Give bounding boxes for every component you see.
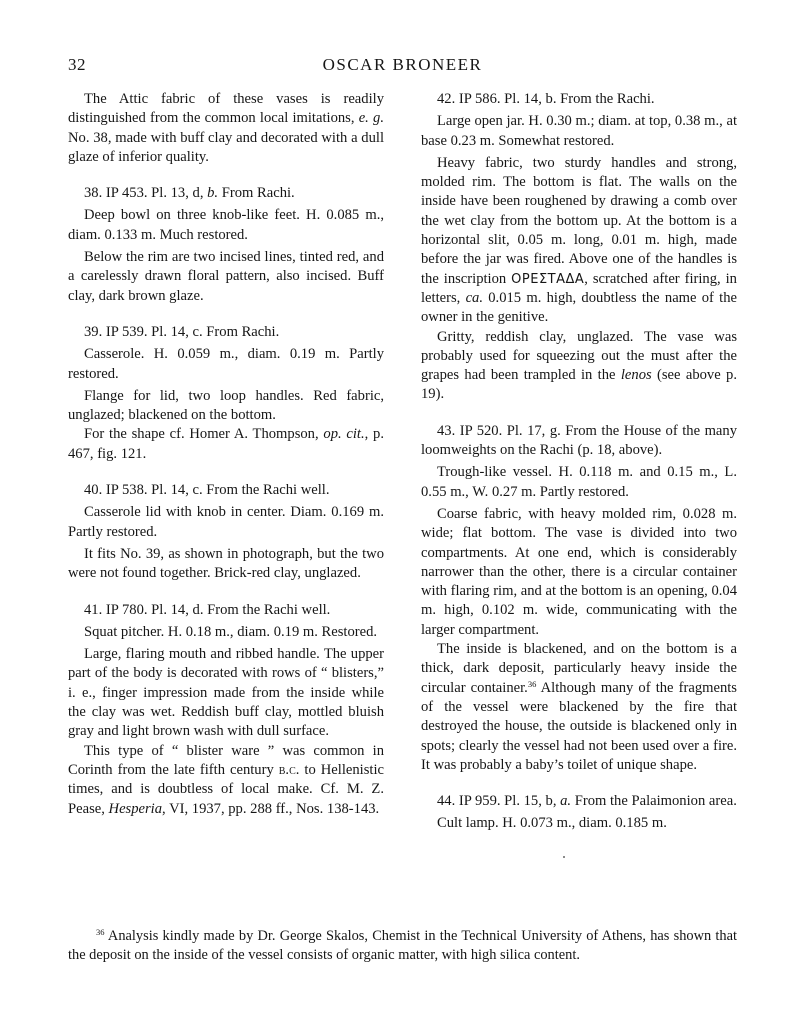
entry-42-use: Gritty, reddish clay, unglazed. The vase was probably used for squeezing out the must after the grapes had been trampled in the lenos (see above p. 19). [421,328,738,403]
entry-43-fabric: Coarse fabric, with heavy molded rim, 0.028 m. wide; flat bottom. The vase is divided into two compartments. At one end, which is considerably narrower than the other, there is a circular container with flaring rim, and at the bottom is an opening, 0.04 m. high, 0.102 m. wide, communicating with the larger compartment. [421,505,737,638]
entry-39-description: Casserole. H. 0.059 m., diam. 0.19 m. Partly restored. [68,346,384,382]
entry-39-heading: 39. IP 539. Pl. 14, c. From Rachi. [84,323,280,340]
entry-41-heading: 41. IP 780. Pl. 14, d. From the Rachi well. [84,601,331,618]
entry-40-heading: 40. IP 538. Pl. 14, c. From the Rachi well. [84,482,330,499]
entry-42-description: Large open jar. H. 0.30 m.; diam. at top, 0.38 m., at base 0.23 m. Somewhat restored. [421,113,737,149]
entry-39-reference: For the shape cf. Homer A. Thompson, op. cit., p. 467, fig. 121. [68,426,384,462]
intro-paragraph: The Attic fabric of these vases is readily distinguished from the common local imitations, e. g. No. 38, made with buff clay and decorated with a dull glaze of inferior quality. [68,91,384,165]
entry-43-heading: 43. IP 520. Pl. 17, g. From the House of the many loomweights on the Rachi (p. 18, above). [421,422,737,459]
entry-42-fabric: Heavy fabric, two sturdy handles and strong, molded rim. The bottom is flat. The walls on the inside have been roughened by drawing a comb over the wet clay from the bottom up. At the bottom is a horizontal slit, 0.05 m. long, 0.01 m. high, made before the jar was fired. Above one of the handles is the inscription ΟΡΕΣΤΑΔΑ, scratched after firing, in letters, ca. 0.015 m. high, doubtless the name of the owner in the genitive. [421,154,737,326]
footnote-number: 36 [96,927,105,938]
footnote-36: $^{36}$ Analysis kindly made by Dr. George Skalos, Chemist in the Technical University of Athens, has shown that the deposit on the inside of the vessel consists of organic matter, with high silica content. [68,927,737,963]
entry-44-description: Cult lamp. H. 0.073 m., diam. 0.185 m. [437,815,667,832]
entry-42-heading: 42. IP 586. Pl. 14, b. From the Rachi. [437,91,655,107]
inscription: ΟΡΕΣΤΑΔΑ [511,271,585,287]
footnote-reference[interactable]: 36 [527,678,537,689]
page-number: 32 [68,55,86,74]
entry-41-decoration: Large, flaring mouth and ribbed handle. The upper part of the body is decorated with rows of “ blisters,” i. e., finger impression made from the inside while the clay was wet. Reddish buff clay, mottled bluish gray and light brown wash with dull surface. [68,646,384,740]
running-title: OSCAR BRONEER [322,55,483,74]
entry-44-heading: 44. IP 959. Pl. 15, b, a. From the Palaimonion area. [437,793,737,810]
entry-39-fabric: Flange for lid, two loop handles. Red fabric, unglazed; blackened on the bottom. [68,387,384,424]
entry-38-description: Deep bowl on three knob-like feet. H. 0.085 m., diam. 0.133 m. Much restored. [68,207,384,243]
entry-43-description: Trough-like vessel. H. 0.118 m. and 0.15 m., L. 0.55 m., W. 0.27 m. Partly restored. [421,464,737,500]
entry-38-decoration: Below the rim are two incised lines, tinted red, and a carelessly drawn floral pattern, also incised. Buff clay, dark brown glaze. [68,249,384,304]
entry-40-note: It fits No. 39, as shown in photograph, but the two were not found together. Brick-red clay, unglazed. [68,545,384,582]
entry-38-heading: 38. IP 453. Pl. 13, d, b. From Rachi. [84,185,295,202]
entry-41-comparison: This type of “ blister ware ” was common in Corinth from the late fifth century b.c. to Hellenistic times, and is doubtless of local make. Cf. M. Z. Pease, Hesperia, VI, 1937, pp. 288 ff., Nos. 138-143. [68,742,384,817]
entry-40-description: Casserole lid with knob in center. Diam. 0.169 m. Partly restored. [68,504,384,540]
entry-43-deposit: The inside is blackened, and on the bottom is a thick, dark deposit, particularly heavy inside the circular container.$^{36}$ Although many of the fragments of the vessel were blackened by the fire that destroyed the house, the outside is blackened only in spots; clearly the vessel had not been used over a fire. It was probably a baby’s toilet of unique shape. [421,641,737,773]
entry-41-description: Squat pitcher. H. 0.18 m., diam. 0.19 m. Restored. [84,623,378,640]
print-speck [563,856,565,858]
left-column [68,90,384,819]
right-column [421,90,737,834]
